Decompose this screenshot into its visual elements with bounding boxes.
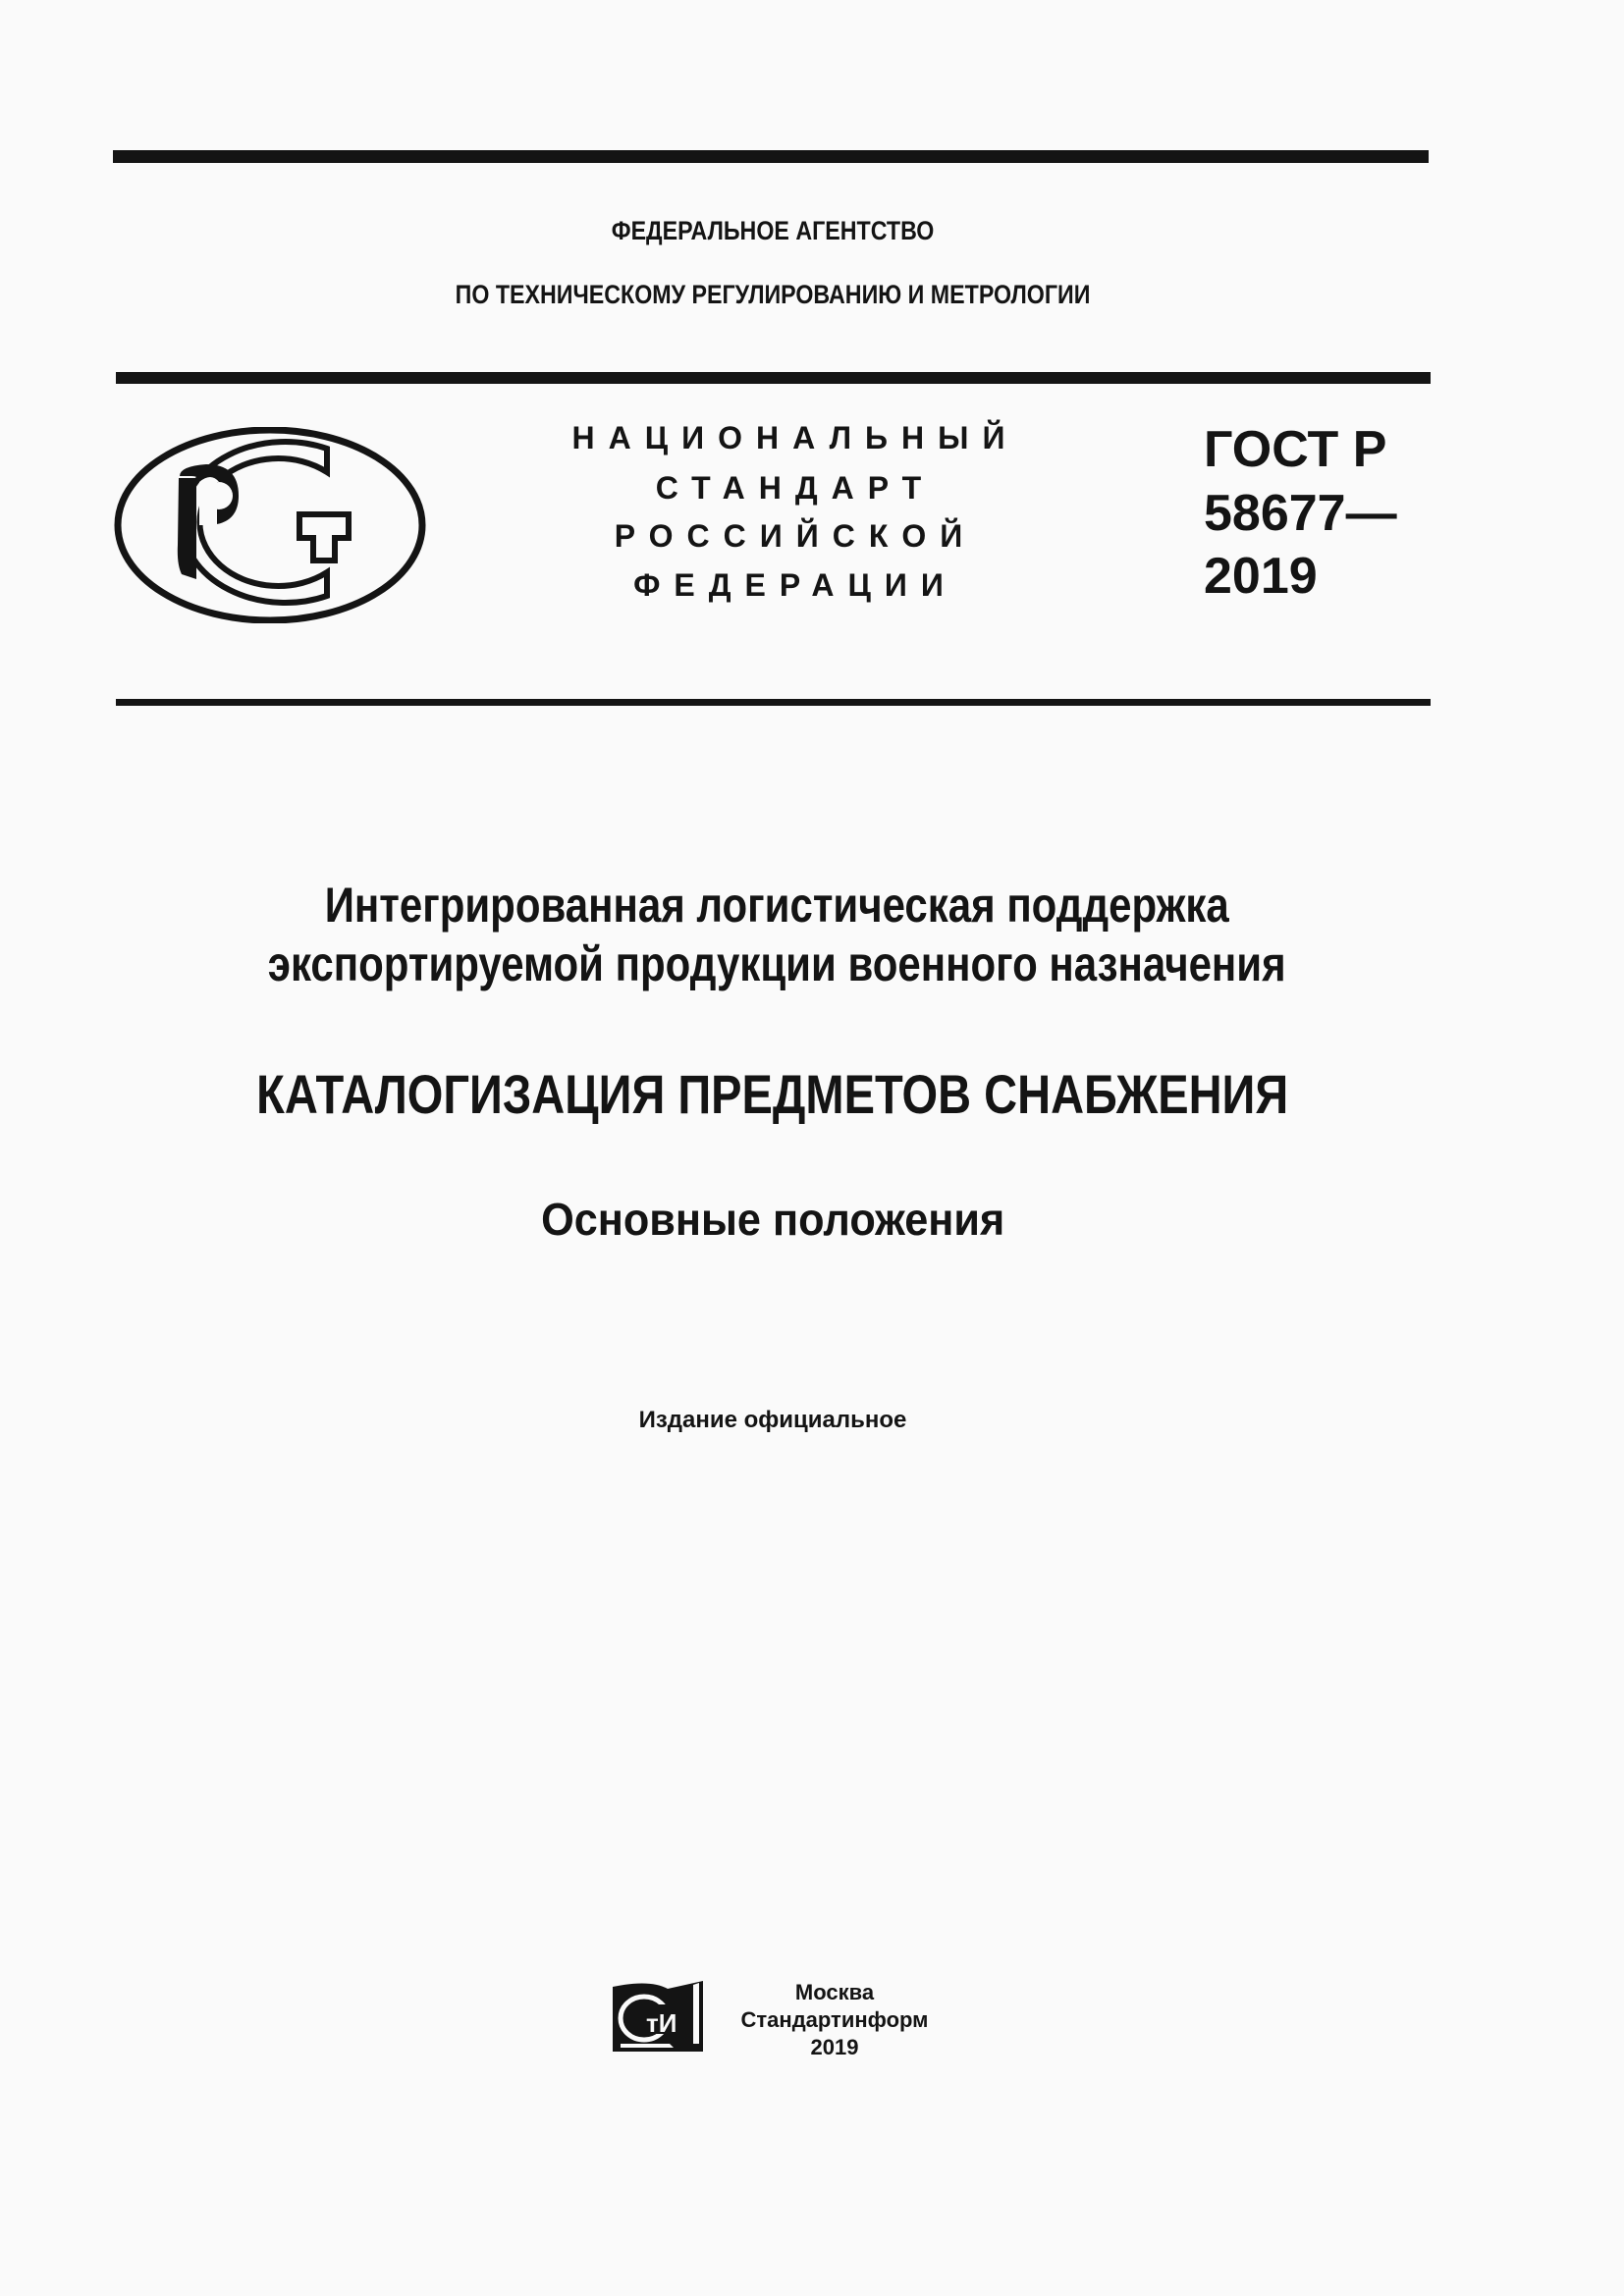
standard-type-line-2: СТАНДАРТ bbox=[655, 470, 936, 506]
edition-label: Издание официальное bbox=[638, 1407, 907, 1433]
header-rule bbox=[116, 372, 1431, 384]
subtitle-wrap bbox=[0, 1193, 1624, 1246]
main-title: КАТАЛОГИЗАЦИЯ ПРЕДМЕТОВ СНАБЖЕНИЯ bbox=[256, 1063, 1289, 1125]
standard-type-line-4: ФЕДЕРАЦИИ bbox=[633, 567, 957, 603]
agency-header-line-2-wrap bbox=[0, 280, 1624, 310]
standard-type-line-3: РОССИЙСКОЙ bbox=[614, 518, 977, 554]
gost-designation-line-2: 58677— bbox=[1204, 485, 1397, 542]
edition-wrap bbox=[0, 1407, 1624, 1434]
svg-text:тИ: тИ bbox=[646, 2008, 677, 2038]
title-line-1: Интегрированная логистическая поддержка bbox=[324, 878, 1229, 933]
agency-header bbox=[0, 216, 1624, 246]
title-line-1-wrap bbox=[0, 877, 1624, 934]
subtitle: Основные положения bbox=[540, 1194, 1005, 1245]
standartinform-sti-logo-icon bbox=[611, 1979, 705, 2054]
publisher-info bbox=[717, 1979, 952, 2061]
top-rule bbox=[113, 150, 1429, 163]
title-line-2-wrap bbox=[0, 935, 1624, 992]
main-title-wrap bbox=[0, 1062, 1624, 1126]
rst-gost-logo-icon bbox=[113, 427, 427, 623]
agency-line-1: ФЕДЕРАЛЬНОЕ АГЕНТСТВО bbox=[611, 216, 935, 245]
agency-line-2: ПО ТЕХНИЧЕСКОМУ РЕГУЛИРОВАНИЮ И МЕТРОЛОГИИ bbox=[455, 280, 1091, 309]
gost-designation-line-1: ГОСТ Р bbox=[1204, 421, 1387, 478]
title-line-2: экспортируемой продукции военного назначения bbox=[267, 936, 1286, 991]
designation-rule bbox=[116, 699, 1431, 706]
gost-designation-line-3: 2019 bbox=[1204, 548, 1318, 605]
publisher-year: 2019 bbox=[810, 2035, 859, 2059]
standard-type-line-1: НАЦИОНАЛЬНЫЙ bbox=[571, 420, 1019, 455]
publisher-city: Москва bbox=[794, 1980, 875, 2004]
publisher-name: Стандартинформ bbox=[740, 2007, 929, 2032]
